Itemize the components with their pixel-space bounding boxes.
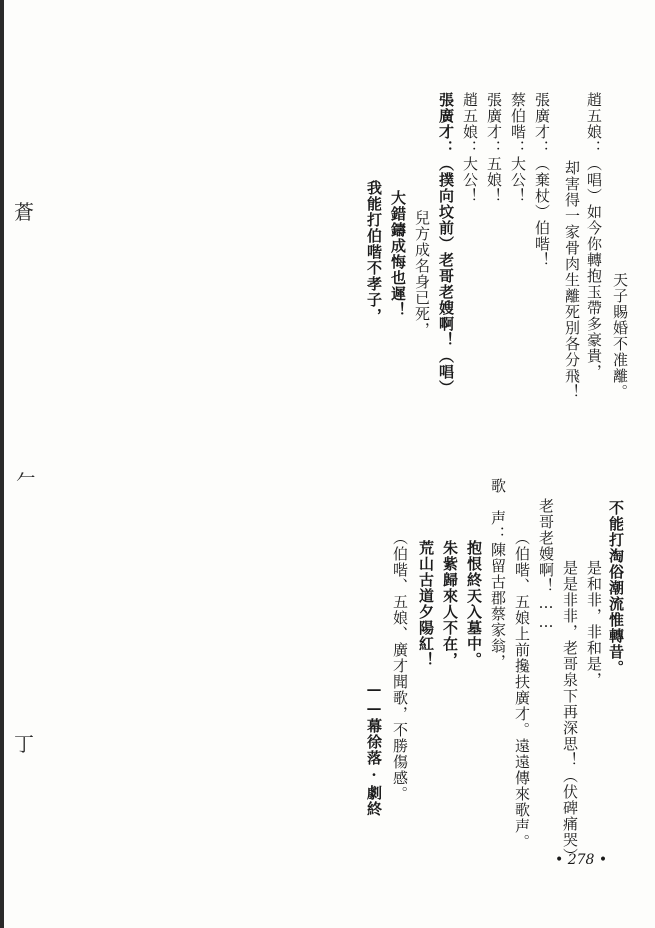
upper-line-1: 天子賜婚不准離。 bbox=[611, 272, 629, 400]
lower-line-11: ——幕徐落·劇終 bbox=[365, 680, 383, 817]
upper-line-3: 却害得一家骨肉生離死別各分飛！ bbox=[563, 160, 581, 400]
upper-line-11: 我能打伯喈不孝子， bbox=[365, 180, 383, 324]
book-spine-shadow bbox=[0, 0, 4, 928]
lower-line-4: 老哥老嫂啊！…… bbox=[537, 498, 555, 632]
lower-line-7: 抱恨終天入墓中。 bbox=[465, 540, 483, 668]
upper-line-2: 趙五娘：（唱）如今你轉抱玉帶多豪貴， bbox=[585, 92, 603, 380]
page-number: • 278 • bbox=[555, 852, 608, 868]
upper-line-5: 蔡伯喈：大公！ bbox=[509, 92, 527, 204]
lower-line-3: 是是非非，老哥泉下再深思！（伏碑痛哭） bbox=[561, 560, 579, 864]
lower-line-2: 是和非，非和是， bbox=[585, 560, 603, 688]
lower-line-10: （伯喈、五娘、廣才聞歌，不勝傷感。 bbox=[391, 530, 409, 802]
lower-line-1: 不能打淘俗潮流惟轉昔。 bbox=[607, 500, 625, 676]
margin-mark-3: 丁 bbox=[14, 732, 34, 756]
margin-mark-2: 𠂉 bbox=[16, 466, 36, 490]
upper-line-4: 張廣才：（棄杖）伯喈！ bbox=[533, 92, 551, 268]
lower-line-5: （伯喈、五娘上前攙扶廣才。遠遠傳來歌声。 bbox=[513, 530, 531, 850]
lower-line-6: 歌 声：陳留古郡蔡家翁， bbox=[489, 478, 507, 670]
upper-line-8: 張廣才：（撲向坟前）老哥老嫂啊！（唱） bbox=[437, 92, 455, 396]
lower-line-8: 朱紫歸來人不在， bbox=[441, 540, 459, 668]
upper-line-9: 兒方成名身已死， bbox=[413, 210, 431, 338]
margin-mark-1: 蒼 bbox=[14, 200, 34, 224]
upper-line-10: 大錯鑄成悔也遲！ bbox=[389, 190, 407, 318]
upper-line-7: 趙五娘：大公！ bbox=[461, 92, 479, 204]
lower-line-9: 荒山古道夕陽紅！ bbox=[417, 540, 435, 668]
upper-line-6: 張廣才：五娘！ bbox=[485, 92, 503, 204]
